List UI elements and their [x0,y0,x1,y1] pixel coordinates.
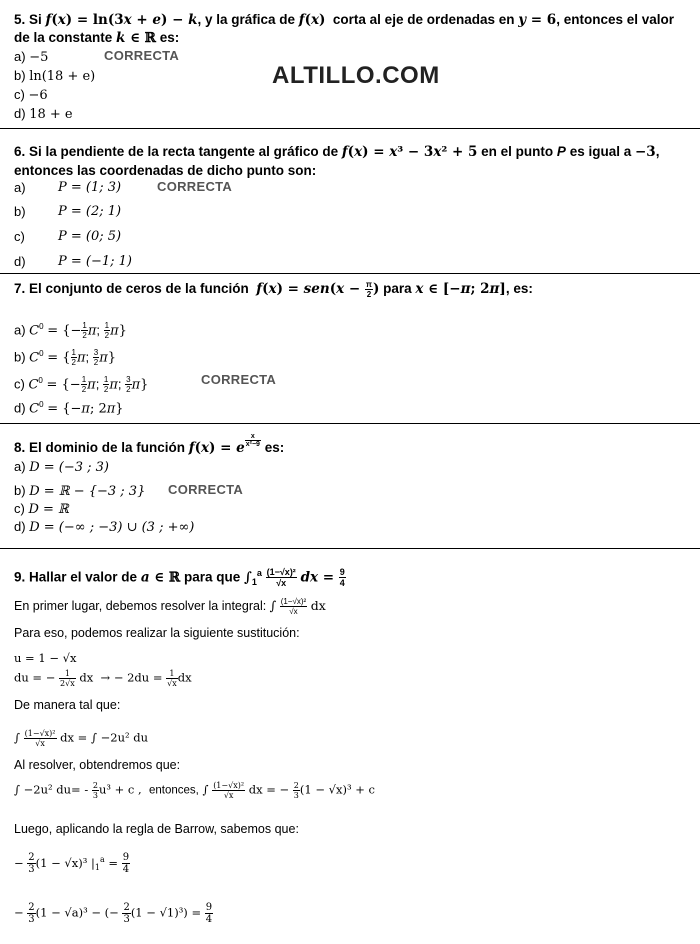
q7-option-d: d) $C^0 = \{-\pi$; 2π} [14,400,124,417]
q9-eq3: − $\frac{2}{3}$ (1 − √x)³ $|_1^a$ = $\frac{9}{4}$ [14,852,130,876]
divider [0,423,700,424]
q6-option-b: b) P = (2; 1) [14,204,122,219]
divider [0,548,700,549]
q9-step3: De manera tal que: [14,698,121,712]
q9-step4: Al resolver, obtendremos que: [14,758,181,772]
q5-title-line2: de la constante k ∈ ℝ es: [14,30,180,46]
q9-sub2: du = − $\frac{1}{2√x}$ dx → − 2du = $\frac{1}{√x}$ dx [14,669,192,688]
q5-option-d: d) 18 + e [14,106,73,122]
q6-title-line1: 6. Si la pendiente de la recta tangente al gráfico de f(x) = x³ − 3x² + 5 en el punto P es igual a −3, [14,144,660,160]
q7-option-a: a) $C^0$ = {− $\frac{1}{2}$ π; $\frac{1}{2}$ π} [14,321,127,341]
q6-option-a: a) P = (1; 3) [14,180,122,195]
q5-option-b: b) ln(18 + e) [14,68,96,84]
divider [0,273,700,274]
q8-correct-label: CORRECTA [168,482,244,497]
q9-step5: Luego, aplicando la regla de Barrow, sabemos que: [14,822,299,836]
q9-eq1: ∫ $\frac{\text{(1−√x)²}}{√x}$ dx = ∫ −2u² du [14,729,149,748]
watermark: ALTILLO.COM [272,62,440,89]
q7-option-b: b) $C^0$ = { $\frac{1}{2}$ π; $\frac{3}{2}$ π} [14,348,117,368]
q8-option-b: b) D = ℝ − {−3 ; 3} [14,483,146,499]
q5-correct-label: CORRECTA [104,48,180,63]
q9-sub1: u = 1 − √x [14,651,77,665]
q5-title-line1: 5. Si f(x) = ln(3x + e) − k, y la gráfica de f(x) corta al eje de ordenadas en y = 6, entonces el valor [14,12,674,28]
q9-step1: En primer lugar, debemos resolver la integral: ∫ $\frac{\text{(1−√x)²}}{√x}$ dx [14,597,326,616]
q9-eq4: − $\frac{2}{3}$ (1 − √a)³ − (− $\frac{2}{3}$ (1 − √1)³) = $\frac{9}{4}$ [14,902,213,925]
q6-option-c: c) P = (0; 5) [14,229,122,244]
q9-title: 9. Hallar el valor de a ∈ ℝ para que $\int_1^a$ $\frac{\text{(1−√x)²}}{√x}$ dx = $\frac{9}{4}$ [14,567,345,589]
q5-option-a: a) −5 [14,49,49,65]
q8-option-d: d) D = (−∞ ; −3) ∪ (3 ; +∞) [14,519,195,535]
q9-step2: Para eso, podemos realizar la siguiente sustitución: [14,626,300,640]
q8-option-a: a) D = (−3 ; 3) [14,459,109,475]
q7-title: 7. El conjunto de ceros de la función f(x) = sen(x − $\frac{\pi}{2}$ ) para x ∈ [−π; 2π], es: [14,279,533,299]
divider [0,128,700,129]
q7-correct-label: CORRECTA [201,372,277,387]
q5-option-c: c) −6 [14,87,48,103]
q6-correct-label: CORRECTA [157,179,233,194]
q6-option-d: d) P = (−1; 1) [14,254,132,269]
q6-title-line2: entonces las coordenadas de dicho punto son: [14,163,317,178]
q7-option-c: c) $C^0$ = {− $\frac{1}{2}$ π; $\frac{1}{2}$ π; $\frac{3}{2}$ π} [14,375,149,395]
q9-eq2: ∫ −2u² du= - $\frac{2}{3}$ u³ + c , entonces, ∫ $\frac{\text{(1−√x)²}}{√x}$ dx = − $\frac{2}{3}$ (1 − √x)³ + c [14,781,375,800]
q8-option-c: c) D = ℝ [14,501,69,517]
q8-title: 8. El dominio de la función f(x) = e $\frac{x}{\text{x²−9}}$ es: [14,432,285,456]
